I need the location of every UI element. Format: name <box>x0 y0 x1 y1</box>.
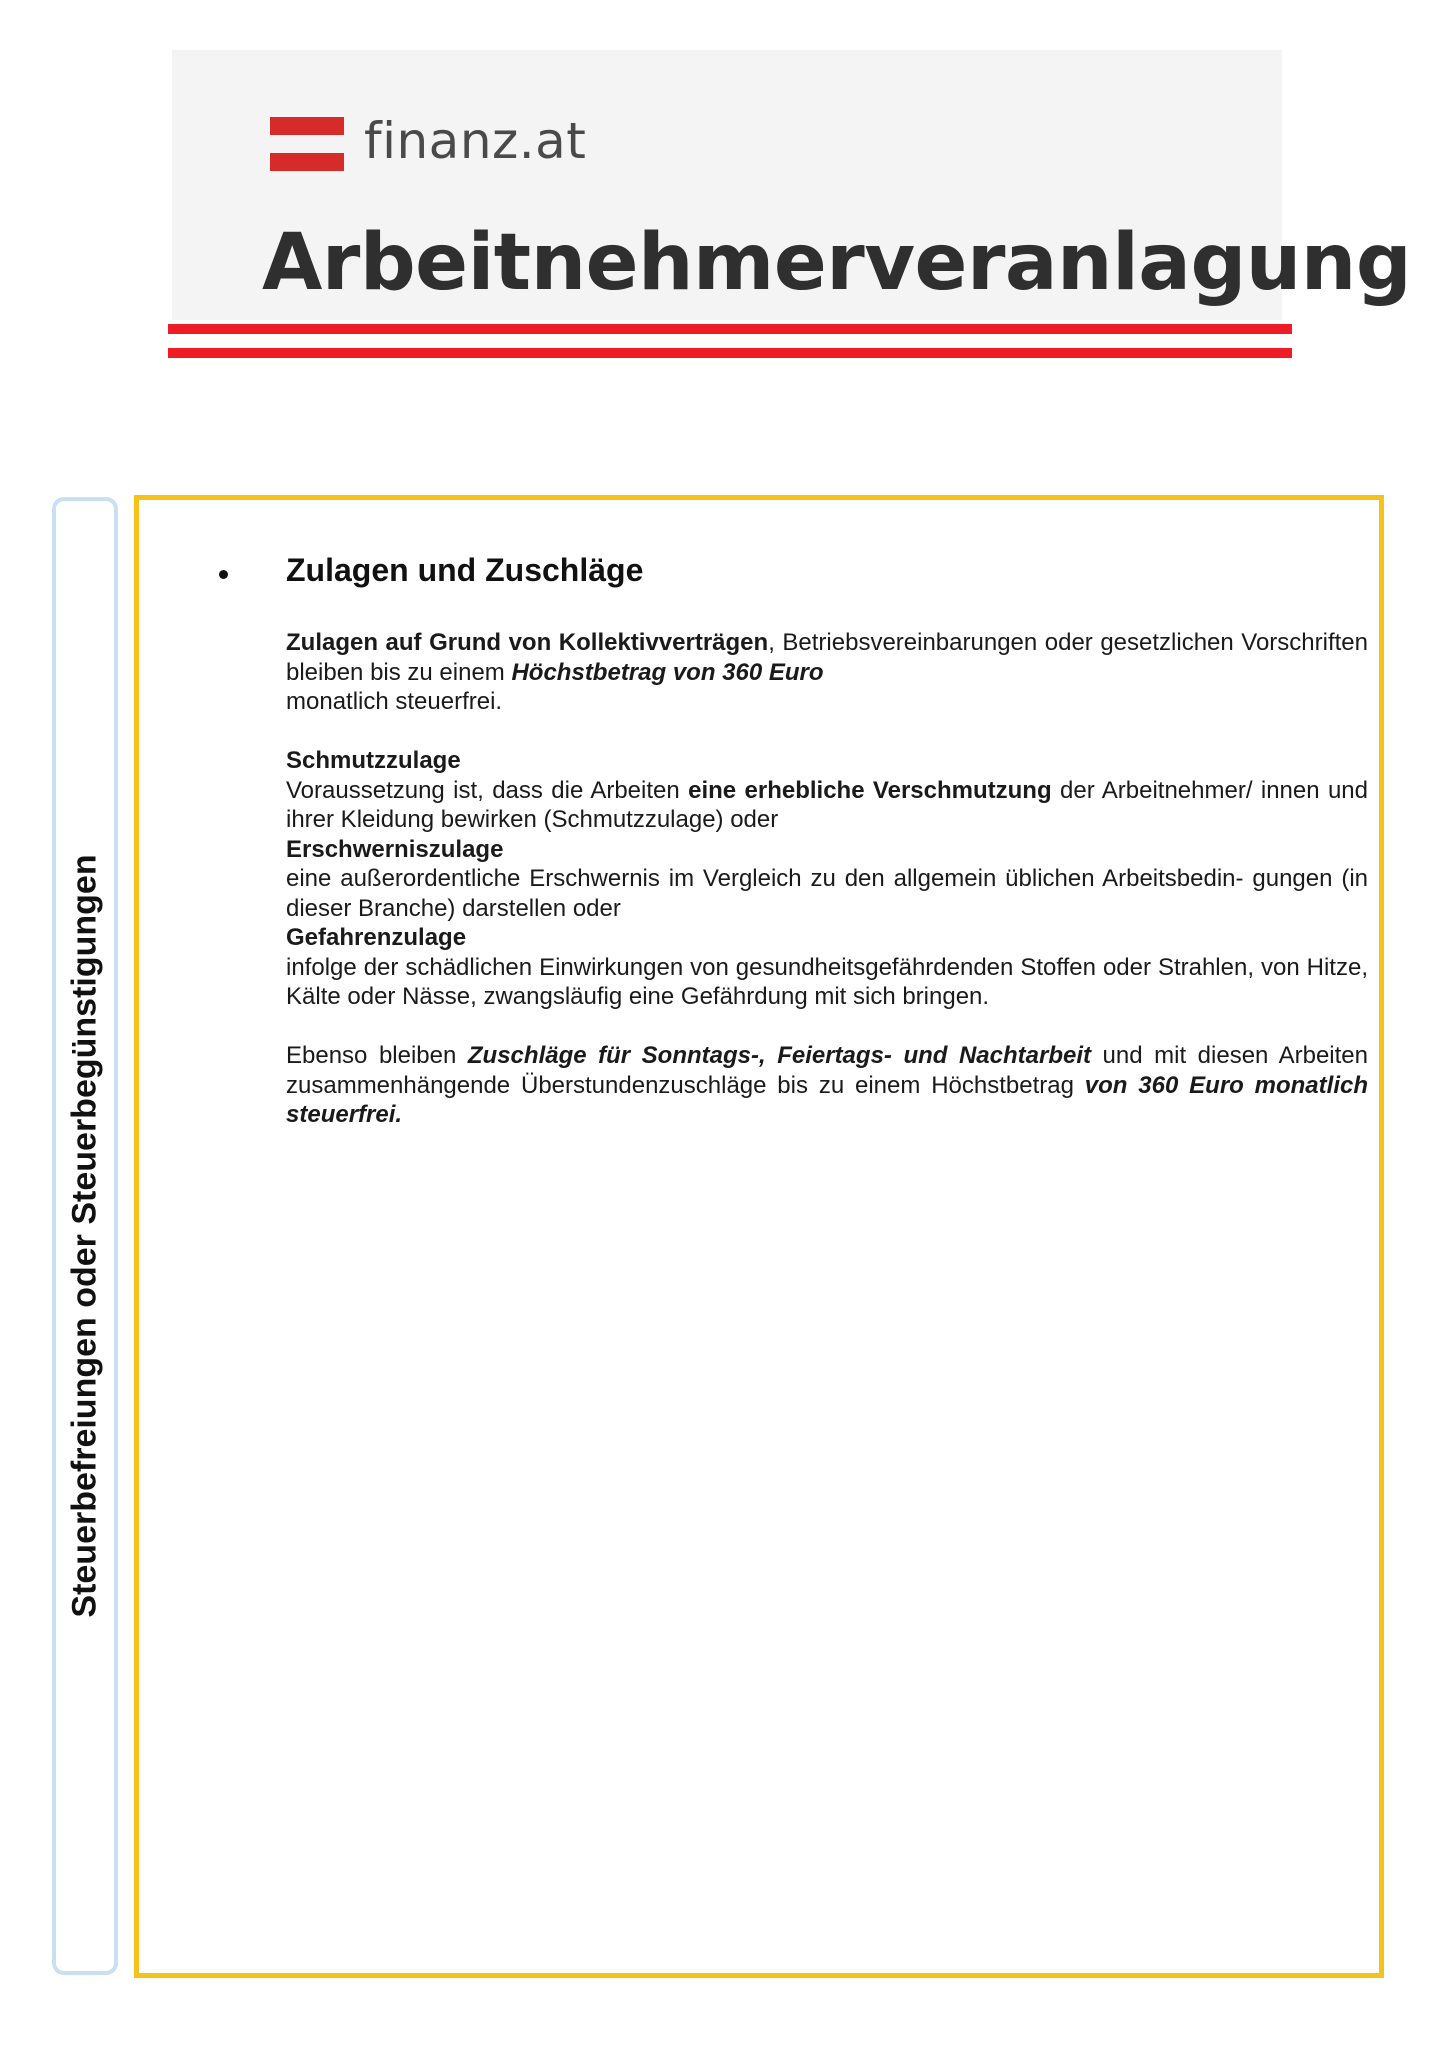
schmutz-bold: eine erhebliche Verschmutzung <box>688 776 1052 804</box>
side-tab <box>52 497 118 1975</box>
intro-paragraph-end: monatlich steuerfrei. <box>286 688 503 715</box>
brand-logo-text: finanz.at <box>364 112 587 170</box>
closing-text-2: und mit diesen Arbeiten zusammenhängende Überstundenzuschläge bis zu einem Höchstbetrag <box>286 1042 1369 1099</box>
schmutzzulage-text <box>286 776 1368 835</box>
schmutz-text-1: Voraussetzung ist, dass die Arbeiten <box>286 776 689 804</box>
bullet-icon <box>219 570 228 579</box>
schmutzzulage-title: Schmutzzulage <box>286 747 461 774</box>
closing-bolditalic-1: Zuschläge für Sonntags-, Feiertags- und Nachtarbeit <box>467 1042 1092 1069</box>
flag-stripe-bottom <box>270 153 344 171</box>
header-banner <box>172 50 1412 320</box>
intro-bold: Zulagen auf Grund von Kollektivverträgen <box>286 629 769 656</box>
austria-flag-icon <box>270 117 344 171</box>
gefahrenzulage-text: infolge der schädlichen Einwirkungen von gesundheitsgefährdenden Stoffen oder Strahlen, von Hitze, Kälte oder Nässe, zwangsläufig eine Gefährdung mit sich bringen. <box>286 953 1368 1010</box>
closing-text-1: Ebenso bleiben <box>286 1042 468 1069</box>
intro-bolditalic: Höchstbetrag von 360 Euro <box>511 658 824 686</box>
flag-stripe-top <box>270 117 344 135</box>
erschwerniszulage-title: Erschwerniszulage <box>286 835 504 863</box>
content-box <box>134 495 1384 1978</box>
gefahrenzulage-title: Gefahrenzulage <box>286 924 467 951</box>
erschwerniszulage-text: eine außerordentliche Erschwernis im Vergleich zu den allgemein üblichen Arbeitsbedin- gungen (in dieser Branche) darstellen oder <box>286 865 1368 922</box>
section-heading: Zulagen und Zuschläge <box>286 552 644 588</box>
body-text <box>286 628 1368 1130</box>
banner-title: Arbeitnehmerveranlagung <box>262 218 1412 308</box>
side-tab-label: Steuerbefreiungen oder Steuerbegünstigungen <box>65 854 104 1618</box>
red-divider-top <box>168 324 1292 334</box>
schmutz-text-2: der Arbeitnehmer/ innen und ihrer Kleidung bewirken (Schmutzzulage) oder <box>286 776 1369 833</box>
intro-text: , Betriebsvereinbarungen oder gesetzlichen Vorschriften bleiben bis zu einem <box>286 629 1369 686</box>
red-divider-bottom <box>168 348 1292 358</box>
intro-paragraph <box>286 628 1368 687</box>
closing-bolditalic-2: von 360 Euro monatlich steuerfrei. <box>286 1071 1368 1128</box>
closing-paragraph <box>286 1041 1368 1130</box>
